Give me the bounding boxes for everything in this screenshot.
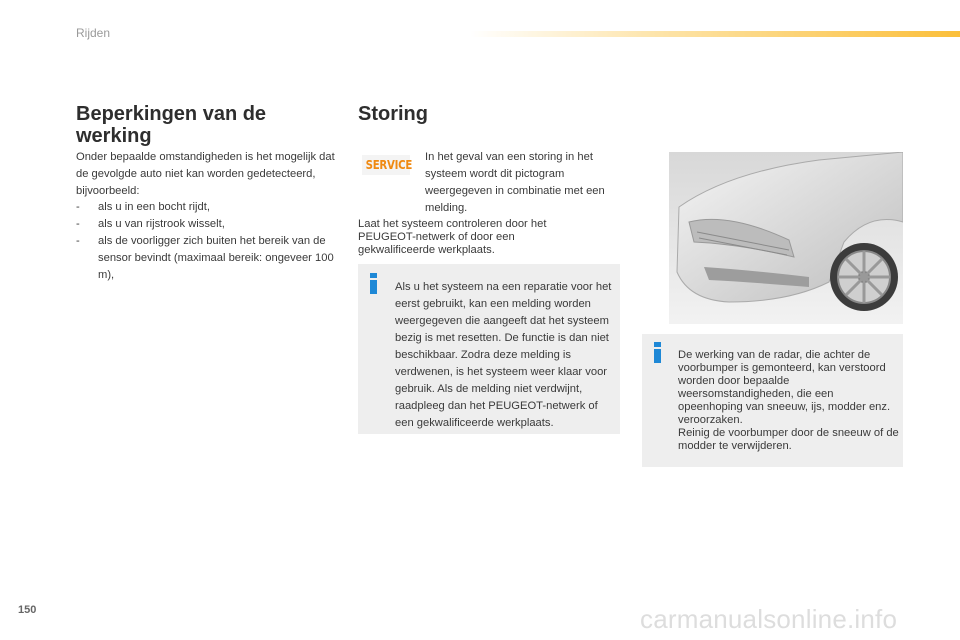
section-title-storing: Storing — [358, 103, 428, 125]
info-box-radar — [642, 334, 903, 467]
info-box-text: Als u het systeem na een reparatie voor het eerst gebruikt, kan een melding worden weergegeven die aangeeft dat het systeem bezig is met resetten. De functie is dan niet beschikbaar. Zodra deze melding is verdwenen, is het systeem weer klaar voor gebruik. Als de melding niet verdwijnt, raadpleeg dan het PEUGEOT-netwerk of een gekwalificeerde werkplaats. — [395, 281, 612, 430]
watermark: carmanualsonline.info — [640, 604, 898, 634]
header-accent-bar — [470, 31, 960, 37]
section-header: Rijden — [76, 26, 111, 40]
info-icon — [370, 273, 378, 293]
limitations-list — [76, 199, 346, 284]
car-front-image — [669, 152, 903, 324]
car-front-illustration — [669, 152, 903, 324]
service-icon-label: SERVICE — [365, 158, 413, 172]
list-item: - als de voorligger zich buiten het bereik van de sensor bevindt (maximaal bereik: ongeveer 100 m), — [76, 233, 346, 284]
section-title-limitations: Beperkingen van de werking — [76, 103, 267, 147]
info-box-text: De werking van de radar, die achter de voorbumper is gemonteerd, kan verstoord worden door bepaalde weersomstandigheden, die een opeenhoping van sneeuw, ijs, modder enz. veroorzaken. Reinig de voorbumper door de sneeuw of de modder te verwijderen. — [678, 349, 899, 453]
info-box-reset — [358, 264, 620, 434]
info-icon — [654, 342, 662, 362]
service-warning-icon — [362, 155, 413, 175]
page-number: 150 — [18, 604, 37, 616]
list-item: - als u van rijstrook wisselt, — [76, 216, 346, 233]
storing-text: In het geval van een storing in het systeem wordt dit pictogram weergegeven in combinatie met een melding. — [425, 151, 605, 214]
limitations-intro: Onder bepaalde omstandigheden is het mogelijk dat de gevolgde auto niet kan worden gedetecteerd, bijvoorbeeld: — [76, 151, 335, 197]
storing-text-network: Laat het systeem controleren door het PEUGEOT-netwerk of door een gekwalificeerde werkplaats. — [358, 218, 547, 256]
list-item: - als u in een bocht rijdt, — [76, 199, 346, 216]
